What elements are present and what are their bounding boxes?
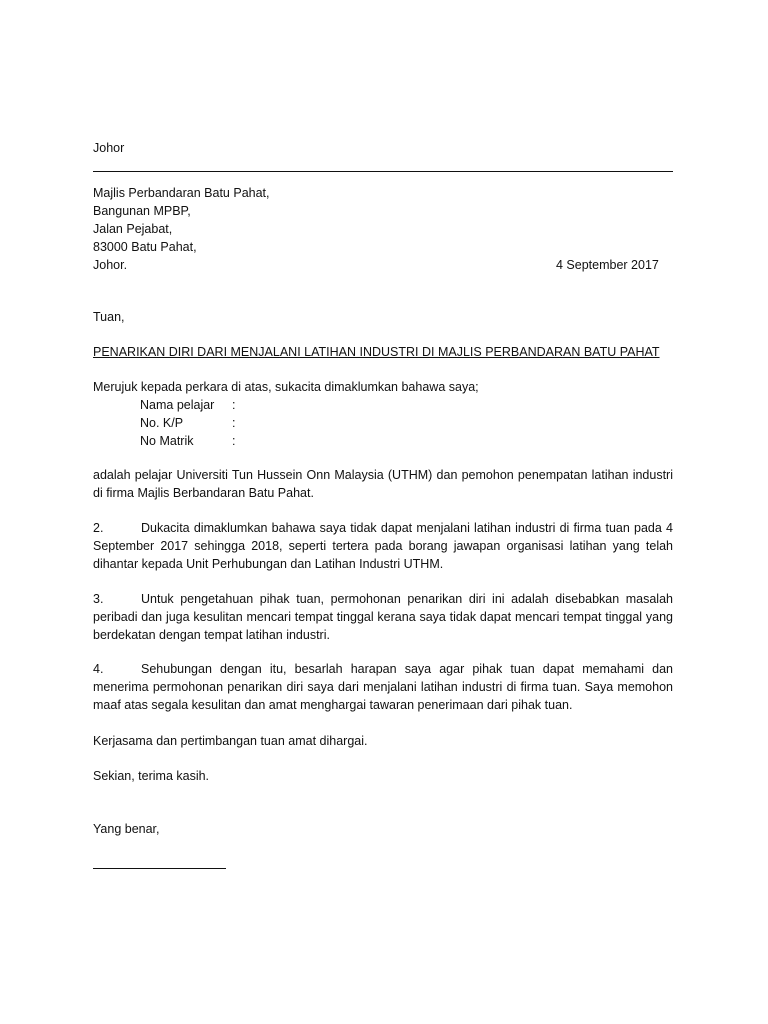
signature-line [93,868,226,869]
paragraph-text: Dukacita dimaklumkan bahawa saya tidak dapat menjalani latihan industri di firma tuan pada 4 September 2017 sehingga 2018, seperti tertera pada borang jawapan organisasi latihan yang telah dihantar kepada Unit Perhubungan dan Latihan Industri UTHM. [93,521,673,571]
address-line: 83000 Batu Pahat, [93,240,197,254]
paragraph-1: adalah pelajar Universiti Tun Hussein Onn Malaysia (UTHM) dan pemohon penempatan latihan industri di firma Majlis Berbandaran Batu Pahat. [93,468,673,500]
paragraph-number: 3. [93,592,104,606]
closing-thanks: Sekian, terima kasih. [93,769,210,783]
field-row-name [140,396,235,414]
paragraph-2 [93,519,673,573]
paragraph-number: 4. [93,662,104,676]
closing-appreciation: Kerjasama dan pertimbangan tuan amat dihargai. [93,734,368,748]
paragraph-3 [93,590,673,644]
sender-state: Johor [93,141,125,155]
header-divider [93,171,673,172]
address-line: Majlis Perbandaran Batu Pahat, [93,186,270,200]
letter-subject: PENARIKAN DIRI DARI MENJALANI LATIHAN INDUSTRI DI MAJLIS PERBANDARAN BATU PAHAT [93,345,660,359]
field-separator: : [232,416,236,430]
field-row-matric [140,432,235,450]
paragraph-text: Untuk pengetahuan pihak tuan, permohonan penarikan diri ini adalah disebabkan masalah peribadi dan juga kesulitan mencari tempat tinggal kerana saya tidak dapat mencari tempat tinggal yang berdekatan dengan tempat latihan industri. [93,592,673,642]
field-label: Nama pelajar [140,398,215,412]
paragraph-4 [93,660,673,714]
address-line: Bangunan MPBP, [93,204,191,218]
intro-text: Merujuk kepada perkara di atas, sukacita dimaklumkan bahawa saya; [93,380,479,394]
paragraph-number: 2. [93,521,104,535]
field-label: No Matrik [140,434,194,448]
recipient-address [93,184,270,274]
field-separator: : [232,398,236,412]
letter-date: 4 September 2017 [556,258,659,272]
student-fields [140,396,235,450]
address-line: Johor. [93,258,128,272]
field-separator: : [232,434,236,448]
signoff: Yang benar, [93,822,160,836]
salutation: Tuan, [93,310,125,324]
field-label: No. K/P [140,416,184,430]
field-row-ic [140,414,235,432]
address-line: Jalan Pejabat, [93,222,173,236]
paragraph-text: Sehubungan dengan itu, besarlah harapan saya agar pihak tuan dapat memahami dan menerima permohonan penarikan diri saya dari menjalani latihan industri di firma tuan. Saya memohon maaf atas segala kesulitan dan amat menghargai tawaran penerimaan dari pihak tuan. [93,662,673,712]
